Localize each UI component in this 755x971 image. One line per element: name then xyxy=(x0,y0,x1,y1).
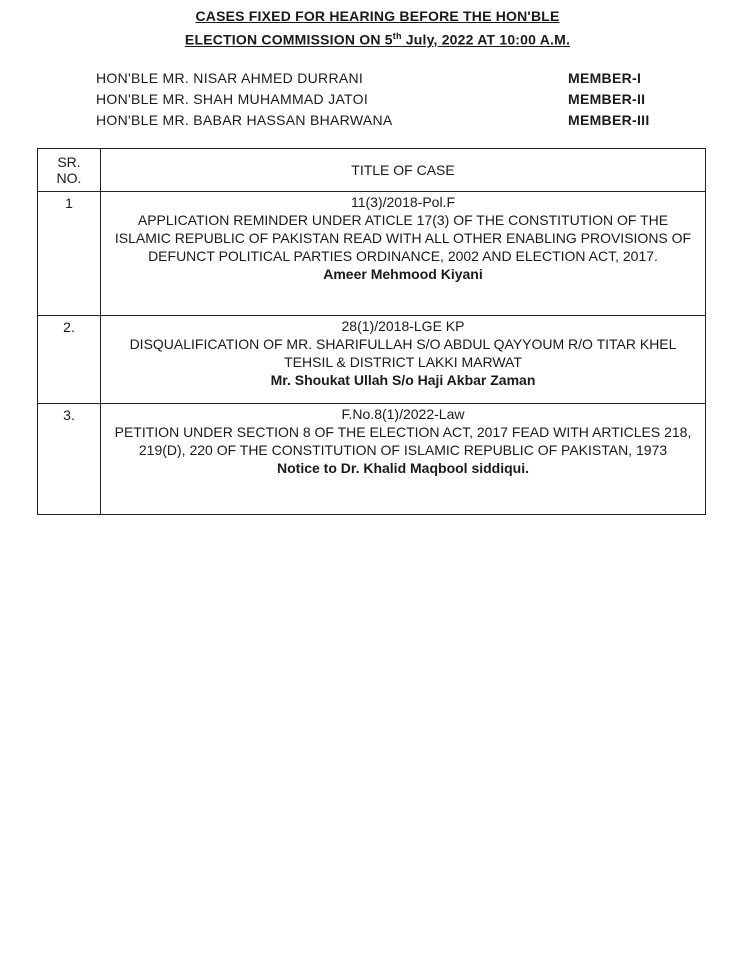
case-description: PETITION UNDER SECTION 8 OF THE ELECTION ACT, 2017 FEAD WITH ARTICLES 218, 219(D), 220 OF THE CONSTITUTION OF ISLAMIC REPUBLIC OF PAKISTAN, 1973 xyxy=(114,424,692,458)
document-heading xyxy=(0,6,755,50)
table-row xyxy=(38,316,706,404)
table-row xyxy=(38,192,706,316)
member-name: HON'BLE MR. NISAR AHMED DURRANI xyxy=(96,70,364,86)
member-row xyxy=(96,68,660,89)
member-role: MEMBER-II xyxy=(568,91,646,107)
member-name: HON'BLE MR. SHAH MUHAMMAD JATOI xyxy=(96,91,369,107)
heading-line-2-start: ELECTION COMMISSION ON 5 xyxy=(184,31,393,48)
title-of-case-header: TITLE OF CASE xyxy=(101,149,706,192)
case-title-cell xyxy=(101,192,706,316)
heading-line-1: CASES FIXED FOR HEARING BEFORE THE HON'BLE xyxy=(195,8,560,24)
case-title-cell xyxy=(101,404,706,515)
member-role: MEMBER-I xyxy=(568,70,642,86)
case-party: Mr. Shoukat Ullah S/o Haji Akbar Zaman xyxy=(270,372,536,388)
heading-date-suffix: th xyxy=(392,31,402,41)
case-sr-no: 3. xyxy=(38,404,101,515)
sr-header-line-1: SR. xyxy=(57,154,81,170)
member-name: HON'BLE MR. BABAR HASSAN BHARWANA xyxy=(96,112,393,128)
heading-line-2-end: July, 2022 AT 10:00 A.M. xyxy=(401,31,571,48)
heading-line-2 xyxy=(0,26,755,50)
case-reference: 28(1)/2018-LGE KP xyxy=(341,318,465,334)
table-header-row xyxy=(38,149,706,192)
case-description: DISQUALIFICATION OF MR. SHARIFULLAH S/O ABDUL QAYYOUM R/O TITAR KHEL TEHSIL & DISTRICT LAKKI MARWAT xyxy=(129,336,677,370)
sr-no-header xyxy=(38,149,101,192)
bench-members xyxy=(96,68,660,131)
case-reference: 11(3)/2018-Pol.F xyxy=(350,194,455,210)
member-row xyxy=(96,89,660,110)
sr-header-line-2: NO. xyxy=(56,170,82,186)
member-role: MEMBER-III xyxy=(568,112,650,128)
case-reference: F.No.8(1)/2022-Law xyxy=(341,406,465,422)
case-sr-no: 1 xyxy=(38,192,101,316)
member-row xyxy=(96,110,660,131)
case-party: Notice to Dr. Khalid Maqbool siddiqui. xyxy=(277,460,529,476)
table-row xyxy=(38,404,706,515)
case-title-cell xyxy=(101,316,706,404)
case-sr-no: 2. xyxy=(38,316,101,404)
cases-table xyxy=(37,148,706,515)
case-description: APPLICATION REMINDER UNDER ATICLE 17(3) OF THE CONSTITUTION OF THE ISLAMIC REPUBLIC OF PAKISTAN READ WITH ALL OTHER ENABLING PROVISIONS OF DEFUNCT POLITICAL PARTIES ORDINANCE, 2002 AND ELECTION ACT, 2017. xyxy=(114,212,692,264)
case-party: Ameer Mehmood Kiyani xyxy=(323,266,483,282)
